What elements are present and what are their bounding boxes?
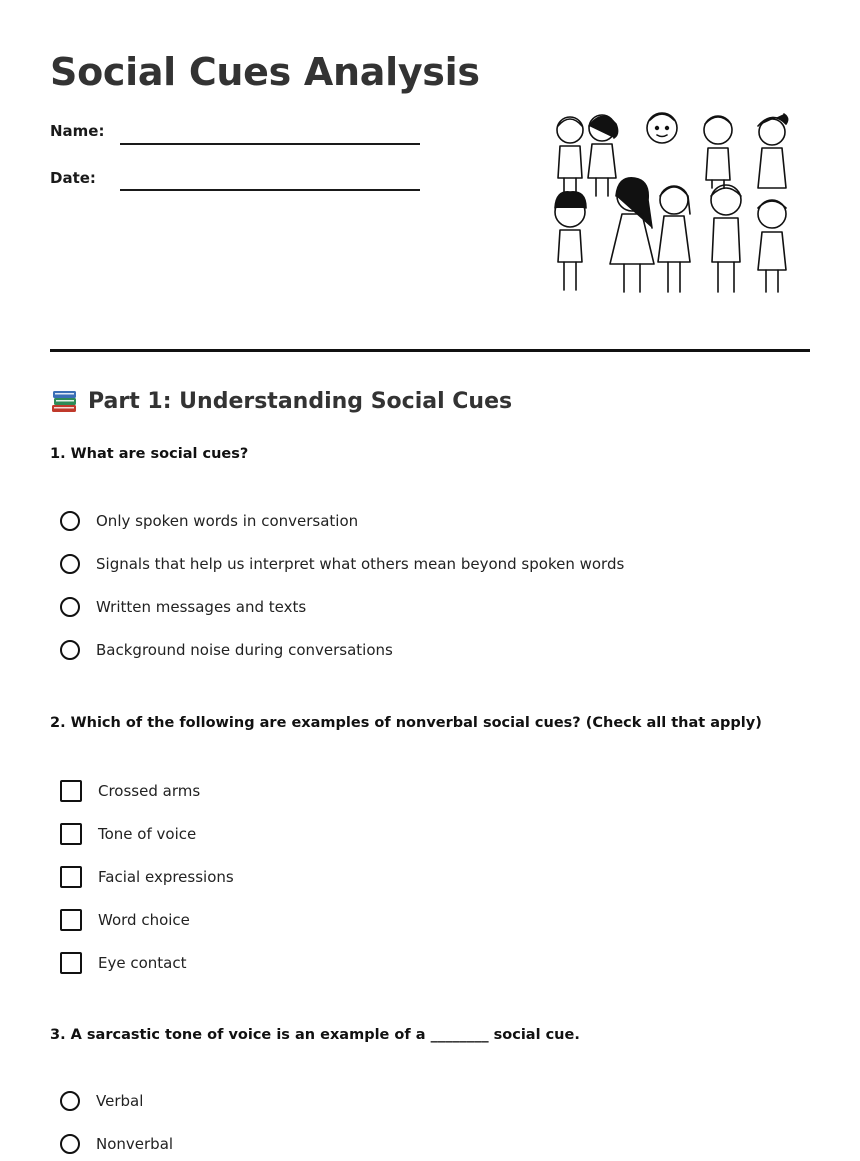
radio-button[interactable] <box>60 1134 80 1154</box>
q2-option-1[interactable] <box>60 780 200 802</box>
name-field[interactable] <box>120 143 420 145</box>
q2-option-5[interactable] <box>60 952 186 974</box>
checkbox[interactable] <box>60 780 82 802</box>
radio-button[interactable] <box>60 640 80 660</box>
option-label: Background noise during conversations <box>96 641 393 659</box>
option-label: Written messages and texts <box>96 598 307 616</box>
question-2: 2. Which of the following are examples of nonverbal social cues? (Check all that apply) <box>50 715 762 731</box>
worksheet-title: Social Cues Analysis <box>50 50 480 94</box>
radio-button[interactable] <box>60 597 80 617</box>
q1-option-3[interactable] <box>60 597 306 617</box>
books-icon <box>50 388 78 414</box>
question-3: 3. A sarcastic tone of voice is an example of a ________ social cue. <box>50 1027 580 1043</box>
section-divider <box>50 349 810 352</box>
radio-button[interactable] <box>60 1091 80 1111</box>
part1-title: Part 1: Understanding Social Cues <box>88 388 513 414</box>
children-group-illustration <box>540 104 800 304</box>
option-label: Signals that help us interpret what others mean beyond spoken words <box>96 555 625 573</box>
checkbox[interactable] <box>60 823 82 845</box>
q3-option-1[interactable] <box>60 1091 143 1111</box>
option-label: Verbal <box>96 1092 144 1110</box>
date-field[interactable] <box>120 189 420 191</box>
option-label: Eye contact <box>98 954 187 972</box>
checkbox[interactable] <box>60 909 82 931</box>
q1-option-1[interactable] <box>60 511 358 531</box>
option-label: Crossed arms <box>98 782 201 800</box>
q2-option-2[interactable] <box>60 823 196 845</box>
q2-option-3[interactable] <box>60 866 234 888</box>
question-1: 1. What are social cues? <box>50 446 249 462</box>
q1-option-4[interactable] <box>60 640 393 660</box>
q3-option-2[interactable] <box>60 1134 173 1154</box>
radio-button[interactable] <box>60 511 80 531</box>
option-label: Word choice <box>98 911 190 929</box>
option-label: Nonverbal <box>96 1135 174 1153</box>
option-label: Tone of voice <box>98 825 197 843</box>
part1-heading <box>50 388 512 414</box>
option-label: Only spoken words in conversation <box>96 512 359 530</box>
radio-button[interactable] <box>60 554 80 574</box>
name-label: Name: <box>50 122 105 140</box>
q2-option-4[interactable] <box>60 909 190 931</box>
option-label: Facial expressions <box>98 868 234 886</box>
q1-option-2[interactable] <box>60 554 624 574</box>
checkbox[interactable] <box>60 866 82 888</box>
date-label: Date: <box>50 169 96 187</box>
checkbox[interactable] <box>60 952 82 974</box>
